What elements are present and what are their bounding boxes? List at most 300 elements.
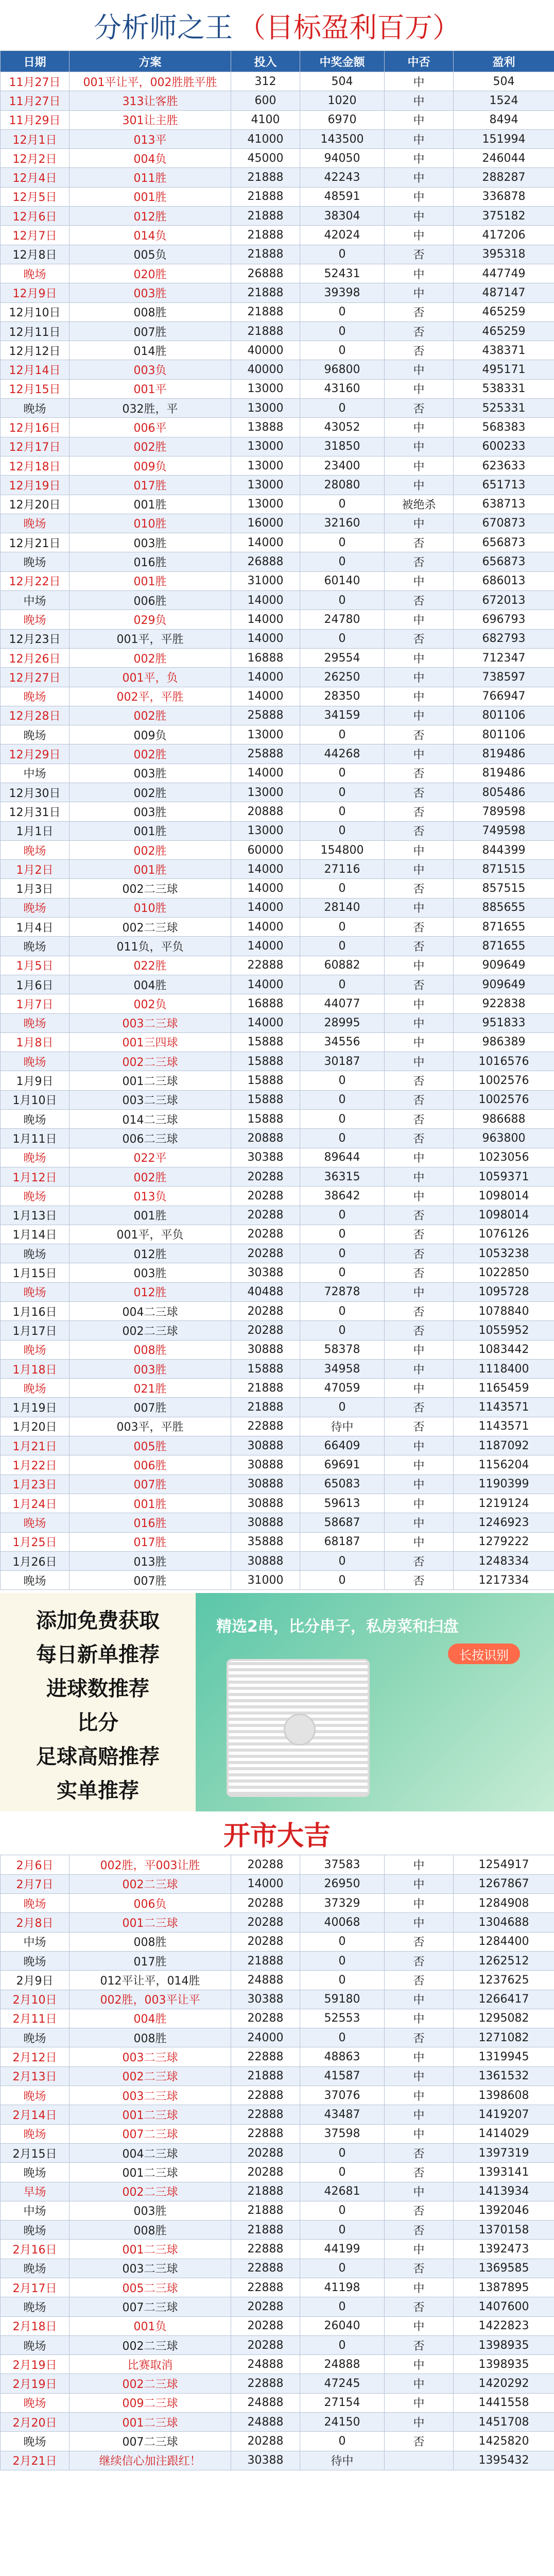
table-row	[1, 2316, 554, 2335]
row-date: 1月4日	[1, 918, 70, 937]
row-result: 中	[385, 456, 454, 475]
row-prize: 37598	[300, 2124, 385, 2143]
row-stake: 26888	[231, 264, 300, 283]
table-row	[1, 764, 554, 783]
row-profit: 1425820	[454, 2432, 554, 2451]
table-row	[1, 168, 554, 187]
row-stake: 14000	[231, 629, 300, 648]
row-plan: 002二三球	[70, 1321, 231, 1340]
row-prize: 32160	[300, 514, 385, 533]
row-date: 12月31日	[1, 802, 70, 821]
row-result: 否	[385, 918, 454, 937]
row-profit: 1398608	[454, 2086, 554, 2105]
row-plan: 017胜	[70, 476, 231, 495]
row-result: 中	[385, 1913, 454, 1932]
row-prize: 24780	[300, 610, 385, 629]
row-stake: 15888	[231, 1110, 300, 1129]
table-row	[1, 1013, 554, 1032]
row-plan: 001二三球	[70, 1071, 231, 1090]
row-prize: 65083	[300, 1475, 385, 1494]
row-profit: 1095728	[454, 1282, 554, 1301]
row-date: 12月30日	[1, 783, 70, 802]
row-date: 1月16日	[1, 1302, 70, 1321]
table-row	[1, 956, 554, 975]
row-profit: 1414029	[454, 2124, 554, 2143]
row-plan: 001平，负	[70, 668, 231, 687]
row-profit: 1370158	[454, 2221, 554, 2240]
row-date: 12月6日	[1, 207, 70, 226]
row-profit: 1361532	[454, 2066, 554, 2086]
row-profit: 1156204	[454, 1455, 554, 1475]
row-result: 中	[385, 2086, 454, 2105]
row-prize: 29554	[300, 648, 385, 667]
table-row	[1, 2221, 554, 2240]
row-prize: 37583	[300, 1855, 385, 1874]
row-stake: 20288	[231, 1321, 300, 1340]
row-date: 1月9日	[1, 1071, 70, 1090]
row-profit: 1392046	[454, 2201, 554, 2220]
row-plan: 001二三球	[70, 2163, 231, 2182]
table-row	[1, 149, 554, 168]
row-result: 中	[385, 91, 454, 110]
row-prize: 59613	[300, 1494, 385, 1513]
row-plan: 005胜	[70, 1436, 231, 1455]
row-result: 否	[385, 1932, 454, 1951]
row-date: 2月20日	[1, 2413, 70, 2432]
row-stake: 14000	[231, 687, 300, 706]
table-row	[1, 1494, 554, 1513]
row-result: 中	[385, 1148, 454, 1167]
row-plan: 003胜	[70, 533, 231, 552]
row-date: 1月24日	[1, 1494, 70, 1513]
row-prize: 52553	[300, 2009, 385, 2028]
row-prize: 0	[300, 495, 385, 514]
row-prize: 0	[300, 2201, 385, 2220]
row-stake: 14000	[231, 764, 300, 783]
row-prize: 52431	[300, 264, 385, 283]
row-date: 晚场	[1, 552, 70, 571]
row-prize: 26250	[300, 668, 385, 687]
row-plan: 003二三球	[70, 2086, 231, 2105]
row-result: 否	[385, 821, 454, 840]
row-plan: 004二三球	[70, 2143, 231, 2162]
row-date: 1月19日	[1, 1398, 70, 1417]
row-stake: 22888	[231, 956, 300, 975]
row-prize: 26950	[300, 1874, 385, 1893]
row-profit: 986389	[454, 1032, 554, 1052]
row-prize: 待中	[300, 1417, 385, 1436]
row-stake: 25888	[231, 706, 300, 725]
row-prize: 0	[300, 245, 385, 264]
row-prize: 0	[300, 918, 385, 937]
row-plan: 005负	[70, 245, 231, 264]
row-stake: 20288	[231, 2297, 300, 2316]
row-stake: 30888	[231, 1551, 300, 1570]
row-prize: 43160	[300, 379, 385, 398]
row-date: 1月18日	[1, 1359, 70, 1378]
row-profit: 1022850	[454, 1263, 554, 1282]
row-result: 中	[385, 2393, 454, 2412]
row-profit: 1143571	[454, 1417, 554, 1436]
row-stake: 24888	[231, 2393, 300, 2412]
row-profit: 871655	[454, 918, 554, 937]
row-result: 否	[385, 783, 454, 802]
row-prize: 24150	[300, 2413, 385, 2432]
row-profit: 1217334	[454, 1571, 554, 1590]
table-row	[1, 840, 554, 859]
table-row	[1, 591, 554, 610]
row-result: 中	[385, 994, 454, 1013]
row-plan: 006胜	[70, 1455, 231, 1475]
table-row	[1, 2451, 554, 2470]
row-date: 12月9日	[1, 283, 70, 302]
row-prize: 0	[300, 399, 385, 418]
table-row	[1, 1398, 554, 1417]
row-prize: 59180	[300, 1990, 385, 2009]
row-date: 晚场	[1, 1571, 70, 1590]
row-result: 否	[385, 2028, 454, 2047]
row-result: 否	[385, 1398, 454, 1417]
row-plan: 002二三球	[70, 879, 231, 898]
row-result: 否	[385, 302, 454, 321]
row-profit: 1076126	[454, 1225, 554, 1244]
row-plan: 001负	[70, 2316, 231, 2335]
row-stake: 13000	[231, 437, 300, 456]
row-prize: 0	[300, 802, 385, 821]
table-row	[1, 187, 554, 206]
row-prize: 0	[300, 1110, 385, 1129]
row-date: 2月21日	[1, 2451, 70, 2470]
row-result: 否	[385, 591, 454, 610]
row-date: 12月22日	[1, 571, 70, 590]
row-profit: 686013	[454, 571, 554, 590]
row-stake: 20288	[231, 1167, 300, 1186]
row-result: 中	[385, 72, 454, 91]
table-row	[1, 1455, 554, 1475]
row-prize: 0	[300, 879, 385, 898]
row-profit: 766947	[454, 687, 554, 706]
row-plan: 继续信心加注跟红！	[70, 2451, 231, 2470]
row-result: 否	[385, 1206, 454, 1225]
row-stake: 24888	[231, 2355, 300, 2374]
row-prize: 28350	[300, 687, 385, 706]
table-row	[1, 975, 554, 994]
row-plan: 013负	[70, 1187, 231, 1206]
row-stake: 60000	[231, 840, 300, 859]
row-date: 12月23日	[1, 629, 70, 648]
row-result: 中	[385, 1282, 454, 1301]
row-prize: 42681	[300, 2182, 385, 2201]
row-plan: 016胜	[70, 552, 231, 571]
row-stake: 20288	[231, 2432, 300, 2451]
row-profit: 1055952	[454, 1321, 554, 1340]
row-result: 否	[385, 1971, 454, 1990]
row-date: 2月14日	[1, 2105, 70, 2124]
table-row	[1, 937, 554, 956]
row-profit: 1441558	[454, 2393, 554, 2412]
row-stake: 13000	[231, 399, 300, 418]
row-plan: 008胜	[70, 1932, 231, 1951]
row-result: 中	[385, 1513, 454, 1532]
table-row	[1, 1110, 554, 1129]
row-stake: 14000	[231, 937, 300, 956]
table-row	[1, 2278, 554, 2297]
row-result: 中	[385, 264, 454, 283]
table-row	[1, 1090, 554, 1109]
table-row	[1, 2105, 554, 2124]
row-plan: 021胜	[70, 1379, 231, 1398]
row-plan: 029负	[70, 610, 231, 629]
row-stake: 22888	[231, 2374, 300, 2393]
row-plan: 008胜	[70, 2221, 231, 2240]
row-date: 12月8日	[1, 245, 70, 264]
row-result: 中	[385, 2105, 454, 2124]
row-date: 12月11日	[1, 321, 70, 341]
row-plan: 022胜	[70, 956, 231, 975]
row-profit: 395318	[454, 245, 554, 264]
row-prize: 44268	[300, 744, 385, 764]
row-stake: 21888	[231, 1951, 300, 1970]
row-stake: 15888	[231, 1090, 300, 1109]
row-prize: 0	[300, 2432, 385, 2451]
row-result: 否	[385, 2259, 454, 2278]
row-profit: 1413934	[454, 2182, 554, 2201]
row-profit: 1262512	[454, 1951, 554, 1970]
row-date: 2月12日	[1, 2047, 70, 2066]
row-stake: 20288	[231, 1913, 300, 1932]
table-row	[1, 1951, 554, 1970]
row-prize: 0	[300, 1302, 385, 1321]
row-result: 中	[385, 129, 454, 148]
row-profit: 986688	[454, 1110, 554, 1129]
table-row	[1, 668, 554, 687]
row-plan: 002胜	[70, 744, 231, 764]
row-plan: 002胜	[70, 648, 231, 667]
row-plan: 002二三球	[70, 2066, 231, 2086]
table-row	[1, 629, 554, 648]
table-row	[1, 1551, 554, 1570]
row-plan: 007二三球	[70, 2297, 231, 2316]
row-prize: 47059	[300, 1379, 385, 1398]
row-plan: 017胜	[70, 1951, 231, 1970]
row-prize: 44199	[300, 2240, 385, 2259]
row-prize: 41198	[300, 2278, 385, 2297]
table-row	[1, 821, 554, 840]
row-date: 12月21日	[1, 533, 70, 552]
row-result: 中	[385, 2009, 454, 2028]
row-result: 中	[385, 149, 454, 168]
row-stake: 22888	[231, 2124, 300, 2143]
row-profit: 8494	[454, 110, 554, 129]
row-prize: 48591	[300, 187, 385, 206]
row-plan: 001胜	[70, 1206, 231, 1225]
promo-line: 进球数推荐	[46, 1677, 149, 1701]
table-row	[1, 1932, 554, 1951]
table-row	[1, 2047, 554, 2066]
row-result: 中	[385, 1167, 454, 1186]
row-date: 12月20日	[1, 495, 70, 514]
row-profit: 1098014	[454, 1187, 554, 1206]
row-stake: 13000	[231, 821, 300, 840]
table-row	[1, 1532, 554, 1551]
row-date: 晚场	[1, 1951, 70, 1970]
row-plan: 313让客胜	[70, 91, 231, 110]
scan-pill-button[interactable]: 长按识别	[448, 1643, 520, 1664]
row-stake: 21888	[231, 226, 300, 245]
row-stake: 40000	[231, 360, 300, 379]
row-date: 12月7日	[1, 226, 70, 245]
row-prize: 6970	[300, 110, 385, 129]
table-row	[1, 533, 554, 552]
table-row	[1, 879, 554, 898]
row-prize: 待中	[300, 2451, 385, 2470]
row-stake: 22888	[231, 2259, 300, 2278]
table-row	[1, 2297, 554, 2316]
row-prize: 0	[300, 591, 385, 610]
row-date: 12月4日	[1, 168, 70, 187]
row-date: 中场	[1, 1932, 70, 1951]
row-plan: 002胜	[70, 783, 231, 802]
row-stake: 35888	[231, 1532, 300, 1551]
row-stake: 21888	[231, 245, 300, 264]
row-date: 晚场	[1, 1282, 70, 1301]
row-stake: 16888	[231, 648, 300, 667]
row-stake: 30388	[231, 2451, 300, 2470]
table-row	[1, 399, 554, 418]
row-profit: 288287	[454, 168, 554, 187]
row-date: 中场	[1, 764, 70, 783]
table-row	[1, 2335, 554, 2354]
row-stake: 22888	[231, 2278, 300, 2297]
row-date: 11月29日	[1, 110, 70, 129]
row-date: 晚场	[1, 514, 70, 533]
table-row	[1, 207, 554, 226]
row-profit: 417206	[454, 226, 554, 245]
table-row	[1, 476, 554, 495]
row-plan: 003二三球	[70, 2259, 231, 2278]
row-profit: 656873	[454, 552, 554, 571]
row-prize: 0	[300, 1551, 385, 1570]
row-prize: 48863	[300, 2047, 385, 2066]
table-row	[1, 2355, 554, 2374]
row-result: 否	[385, 1951, 454, 1970]
row-plan: 009负	[70, 725, 231, 744]
row-profit: 1295082	[454, 2009, 554, 2028]
row-stake: 45000	[231, 149, 300, 168]
row-profit: 1187092	[454, 1436, 554, 1455]
row-profit: 600233	[454, 437, 554, 456]
promo-line: 每日新单推荐	[36, 1643, 160, 1667]
table-row	[1, 226, 554, 245]
row-prize: 504	[300, 72, 385, 91]
row-stake: 31000	[231, 1571, 300, 1590]
row-result: 否	[385, 1302, 454, 1321]
row-stake: 22888	[231, 1417, 300, 1436]
row-profit: 1395432	[454, 2451, 554, 2470]
row-plan: 002二三球	[70, 2335, 231, 2354]
row-result: 中	[385, 437, 454, 456]
row-result: 否	[385, 937, 454, 956]
qr-code-icon[interactable]	[227, 1659, 370, 1797]
table-row	[1, 1052, 554, 1071]
row-plan: 001胜	[70, 495, 231, 514]
row-result: 中	[385, 2047, 454, 2066]
row-result: 否	[385, 1244, 454, 1263]
row-plan: 001三四球	[70, 1032, 231, 1052]
row-result: 中	[385, 956, 454, 975]
row-prize: 38642	[300, 1187, 385, 1206]
table-row	[1, 687, 554, 706]
table-header-row	[1, 51, 554, 72]
table-row	[1, 2201, 554, 2220]
results-table-2	[0, 1855, 554, 2470]
table-row	[1, 1990, 554, 2009]
table-row	[1, 1855, 554, 1874]
row-profit: 1284908	[454, 1894, 554, 1913]
row-stake: 20288	[231, 1932, 300, 1951]
row-result: 中	[385, 1494, 454, 1513]
row-result: 中	[385, 571, 454, 590]
table-row	[1, 341, 554, 360]
row-date: 1月1日	[1, 821, 70, 840]
row-profit: 819486	[454, 764, 554, 783]
table-row	[1, 418, 554, 437]
row-profit: 1267867	[454, 1874, 554, 1893]
row-plan: 001胜	[70, 187, 231, 206]
row-date: 12月5日	[1, 187, 70, 206]
row-profit: 336878	[454, 187, 554, 206]
row-result: 中	[385, 283, 454, 302]
row-profit: 1078840	[454, 1302, 554, 1321]
row-date: 2月18日	[1, 2316, 70, 2335]
row-date: 12月1日	[1, 129, 70, 148]
row-date: 晚场	[1, 687, 70, 706]
table-row	[1, 2432, 554, 2451]
row-prize: 23400	[300, 456, 385, 475]
row-result: 否	[385, 1551, 454, 1570]
row-prize: 0	[300, 321, 385, 341]
table-row	[1, 245, 554, 264]
row-result: 中	[385, 2278, 454, 2297]
row-stake: 30888	[231, 1513, 300, 1532]
row-stake: 600	[231, 91, 300, 110]
table-row	[1, 456, 554, 475]
table-row	[1, 744, 554, 764]
row-prize: 0	[300, 1263, 385, 1282]
row-date: 1月13日	[1, 1206, 70, 1225]
row-stake: 21888	[231, 2066, 300, 2086]
row-profit: 749598	[454, 821, 554, 840]
row-result: 中	[385, 418, 454, 437]
row-profit: 1407600	[454, 2297, 554, 2316]
row-date: 晚场	[1, 2297, 70, 2316]
row-plan: 301让主胜	[70, 110, 231, 129]
row-profit: 1304688	[454, 1913, 554, 1932]
row-result: 中	[385, 207, 454, 226]
row-prize: 0	[300, 1932, 385, 1951]
col-profit: 盈利	[454, 51, 554, 72]
row-prize: 43052	[300, 418, 385, 437]
row-date: 2月6日	[1, 1855, 70, 1874]
row-stake: 15888	[231, 1032, 300, 1052]
table-row	[1, 1321, 554, 1340]
row-prize: 39398	[300, 283, 385, 302]
row-date: 2月9日	[1, 1971, 70, 1990]
row-prize: 89644	[300, 1148, 385, 1167]
row-plan: 001胜	[70, 860, 231, 879]
table-row	[1, 1225, 554, 1244]
promo-banner	[0, 1593, 554, 1811]
